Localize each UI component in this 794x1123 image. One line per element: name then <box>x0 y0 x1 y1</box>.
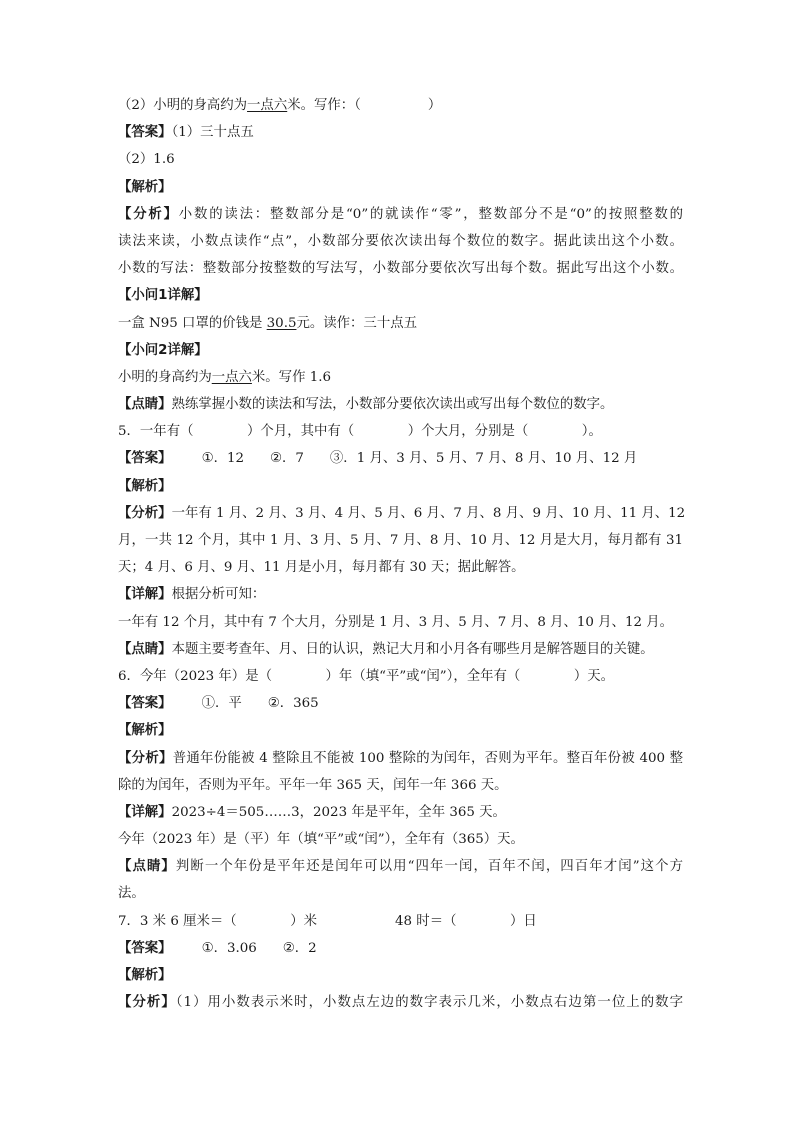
xiangjie-tag: 【详解】 <box>118 804 172 820</box>
q4-dianjing <box>118 391 683 418</box>
q6-fenxi-1 <box>118 745 683 772</box>
fenxi-tag: 【分析】 <box>118 206 179 222</box>
dianjing-tag: 【点睛】 <box>118 397 172 413</box>
xiangjie-text: 根据分析可知： <box>171 587 266 603</box>
q4-xq1 <box>118 310 683 337</box>
answer-tag: 【答案】 <box>118 125 172 141</box>
q4-xq2-tag: 【小问2详解】 <box>118 342 208 358</box>
q4-fenxi-2: 读法来读，小数点读作“点”，小数部分要依次读出每个数位的数字。据此读出这个小数。 <box>118 233 683 249</box>
answer-2: ②．2 <box>282 940 317 956</box>
answer-tag: 【答案】 <box>118 696 172 712</box>
q7-jiexi-tag: 【解析】 <box>118 968 172 983</box>
q6-fenxi-2: 除的为闰年，否则为平年。平年一年 365 天，闰年一年 366 天。 <box>118 777 508 793</box>
xiangjie-text: 2023÷4＝505……3，2023 年是平年，全年 365 天。 <box>171 804 506 820</box>
answer-3: ③．1 月、3 月、5 月、7 月、8 月、10 月、12 月 <box>329 451 638 467</box>
q4-fenxi-3: 小数的写法：整数部分按整数的写法写，小数部分要依次写出每个数。据此写出这个小数。 <box>118 261 683 277</box>
document-page <box>118 92 686 1016</box>
fenxi-tag: 【分析】 <box>118 995 176 1011</box>
q4-xq2 <box>118 364 683 391</box>
q4-part2 <box>118 92 683 119</box>
q5-fenxi-3: 天；4 月、6 月、9 月、11 月是小月，每月都有 30 天；据此解答。 <box>118 560 525 576</box>
answer-2: ②．7 <box>270 451 304 467</box>
q4-fenxi-1 <box>118 201 683 228</box>
text: （2）小明的身高约为 <box>118 98 248 113</box>
q7-fenxi-1 <box>118 989 683 1016</box>
q4-answer <box>118 119 683 146</box>
fenxi-text: 普通年份能被 4 整除且不能被 100 整除的为闰年，否则为平年。整百年份被 400 整 <box>172 750 683 766</box>
dianjing-text: 本题主要考查年、月、日的认识，熟记大月和小月各有哪些月是解答题目的关键。 <box>171 641 654 657</box>
answer-1: ①．3.06 <box>201 940 257 956</box>
q4-answer-2: （2）1.6 <box>118 152 175 168</box>
q6-stem: 6．今年（2023 年）是（ ）年（填“平”或“闰”），全年有（ ）天。 <box>118 668 615 684</box>
fenxi-tag: 【分析】 <box>118 505 172 521</box>
answer-2: ②．365 <box>267 696 319 712</box>
q7-stem <box>118 908 683 935</box>
q6-dianjing-2: 法。 <box>118 886 145 902</box>
q5-xiangjie-2: 一年有 12 个月，其中有 7 个大月，分别是 1 月、3 月、5 月、7 月、8 月、10 月、12 月。 <box>118 614 674 630</box>
text: 元。读作：三十点五 <box>296 315 417 331</box>
answer-1: ①．12 <box>201 451 244 467</box>
underlined-text: 30.5 <box>266 315 297 331</box>
text: 小明的身高约为 <box>118 369 212 385</box>
fenxi-text: （1）用小数表示米时，小数点左边的数字表示几米，小数点右边第一位上的数字 <box>175 995 683 1011</box>
text: 米。写作：（ ） <box>287 98 442 113</box>
text: 一盒 N95 口罩的价钱是 <box>118 315 267 331</box>
q5-dianjing <box>118 636 683 663</box>
answer-text: （1）三十点五 <box>171 125 254 141</box>
dianjing-text: 熟练掌握小数的读法和写法，小数部分要依次读出或写出每个数位的数字。 <box>171 397 614 413</box>
q6-dianjing <box>118 853 683 880</box>
q6-xiangjie-2: 今年（2023 年）是（平）年（填“平”或“闰”），全年有（365）天。 <box>118 832 524 848</box>
q4-xq1-tag: 【小问1详解】 <box>118 288 208 304</box>
stem-part-b: 48 时＝（ ）日 <box>395 913 537 929</box>
fenxi-text: 一年有 1 月、2 月、3 月、4 月、5 月、6 月、7 月、8 月、9 月、10 月、11 月、12 <box>171 505 686 521</box>
q5-fenxi-1 <box>118 500 686 527</box>
answer-tag: 【答案】 <box>118 940 172 956</box>
fenxi-text: 小数的读法：整数部分是“0”的就读作“零”，整数部分不是“0”的按照整数的 <box>178 206 683 222</box>
answer-tag: 【答案】 <box>118 451 172 467</box>
fenxi-tag: 【分析】 <box>118 750 173 766</box>
q5-stem: 5．一年有（ ）个月，其中有（ ）个大月，分别是（ ）。 <box>118 424 602 440</box>
xiangjie-tag: 【详解】 <box>118 587 172 603</box>
q5-fenxi-2: 月，一共 12 个月，其中 1 月、3 月、5 月、7 月、8 月、10 月、12 月是大月，每月都有 31 <box>118 533 683 548</box>
answer-1: ①．平 <box>201 696 242 712</box>
dianjing-tag: 【点睛】 <box>118 859 176 875</box>
q6-answer <box>118 690 683 717</box>
dianjing-text: 判断一个年份是平年还是闰年可以用“四年一闰，百年不闰，四百年才闰”这个方 <box>175 859 683 875</box>
q5-jiexi-tag: 【解析】 <box>118 478 172 494</box>
q7-answer <box>118 935 683 962</box>
text: 米。写作 1.6 <box>251 369 332 385</box>
stem-part-a: 7．3 米 6 厘米＝（ ）米 <box>118 913 318 929</box>
q4-jiexi-tag: 【解析】 <box>118 179 172 195</box>
q6-xiangjie <box>118 799 683 826</box>
dianjing-tag: 【点睛】 <box>118 641 172 657</box>
underlined-text: 一点六 <box>211 369 252 385</box>
q5-xiangjie <box>118 581 683 608</box>
q6-jiexi-tag: 【解析】 <box>118 723 172 739</box>
underlined-text: 一点六 <box>247 98 288 113</box>
q5-answer <box>118 445 683 472</box>
